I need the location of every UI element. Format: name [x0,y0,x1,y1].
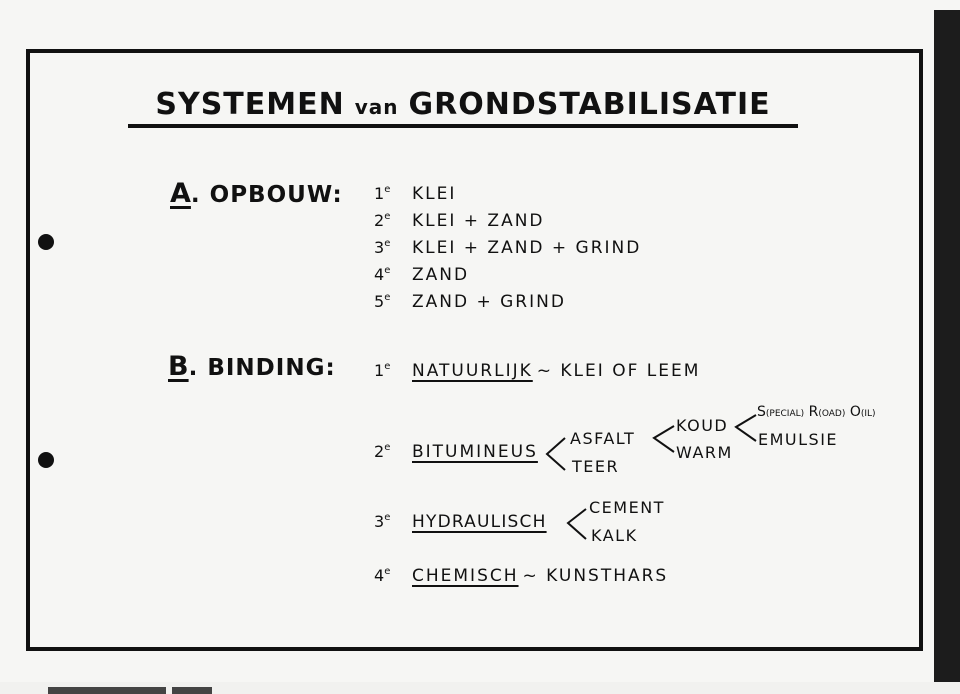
a-item-2-num: 2e [374,211,391,230]
branch-bracket [734,413,756,443]
b-item-4-main: CHEMISCH [412,566,519,586]
branch-asfalt: ASFALT [570,429,636,448]
b-item-2-num: 2e [374,442,391,461]
a-item-3-num: 3e [374,238,391,257]
a-item-2-text: KLEI + ZAND [412,211,545,231]
title-part-1: SYSTEMEN [155,87,345,122]
section-b-letter: B [168,351,189,382]
a-item-4-num: 4e [374,265,391,284]
b-item-4-num: 4e [374,566,391,585]
strip-mark [172,687,212,694]
a-item-5-text: ZAND + GRIND [412,292,566,312]
branch-cement: CEMENT [589,498,665,517]
section-a-heading [170,180,343,207]
top-edge [0,0,960,10]
a-item-5-num: 5e [374,292,391,311]
branch-emulsie: EMULSIE [758,430,839,449]
bottom-strip [0,682,960,694]
a-item-1-num: 1e [374,184,391,203]
section-a-letter: A [170,178,191,209]
branch-teer: TEER [572,457,620,476]
a-item-3-text: KLEI + ZAND + GRIND [412,238,642,258]
title-part-2: van [354,95,399,119]
title-underline [128,124,798,128]
b-item-2-main: BITUMINEUS [412,442,538,462]
branch-warm: WARM [676,443,733,462]
branch-bracket [566,507,586,541]
strip-mark [48,687,166,694]
branch-koud: KOUD [676,416,729,435]
section-b-label: . BINDING: [188,355,336,381]
page-title [128,87,798,125]
border-frame [26,49,923,651]
b-item-1-line [412,363,700,380]
section-a-label: . OPBOUW: [190,182,343,208]
branch-kalk: KALK [591,526,638,545]
branch-bracket [545,436,565,472]
b-item-4-rest: ~ KUNSTHARS [522,566,669,586]
branch-special-road-oil: S(PECIAL) R(OAD) O(IL) [757,404,876,420]
title-part-3: GRONDSTABILISATIE [408,87,771,122]
b-item-3-main: HYDRAULISCH [412,512,547,532]
a-item-4-text: ZAND [412,265,470,285]
b-item-3-num: 3e [374,512,391,531]
branch-bracket [652,424,674,454]
b-item-1-rest: ~ KLEI OF LEEM [536,361,701,381]
section-b-heading [168,353,336,380]
b-item-1-num: 1e [374,361,391,380]
a-item-1-text: KLEI [412,184,457,204]
b-item-1-main: NATUURLIJK [412,361,533,381]
b-item-4-line [412,568,668,585]
